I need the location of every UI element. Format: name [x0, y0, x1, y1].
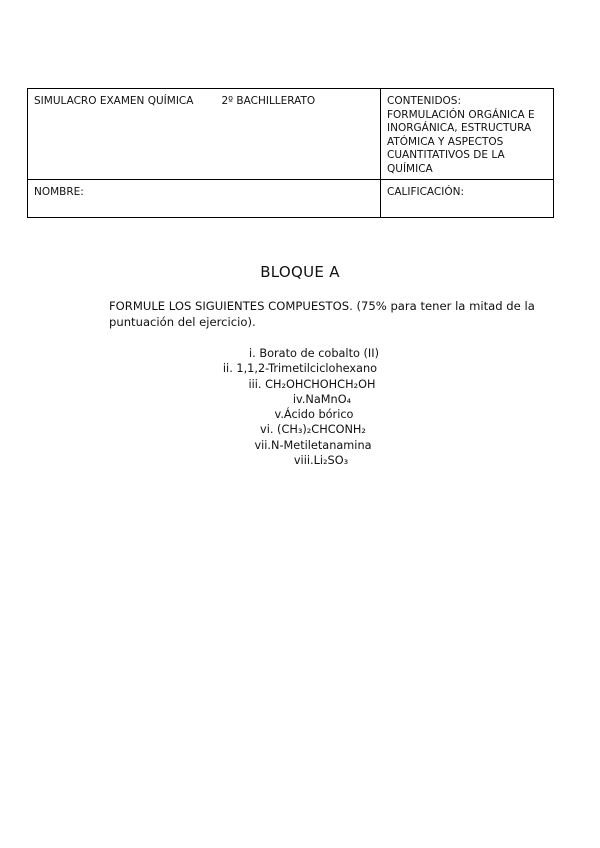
grade-cell — [381, 180, 554, 218]
exam-header-table — [27, 88, 554, 218]
compound-item: iii. CH₂OHCHOHCH₂OH — [248, 377, 376, 391]
header-row-title — [28, 89, 554, 180]
contents-cell — [381, 89, 554, 180]
compound-item: v.Ácido bórico — [274, 408, 354, 422]
grade-label: CALIFICACIÓN: — [387, 186, 465, 198]
compound-item: vii.N-Metiletanamina — [254, 438, 372, 452]
contents-label: CONTENIDOS: — [387, 95, 462, 107]
name-cell[interactable] — [28, 180, 381, 218]
compound-item: i. Borato de cobalto (II) — [249, 347, 379, 360]
instructions-text: FORMULE LOS SIGUIENTES COMPUESTOS. (75% para tener la mitad de la puntuación del ejercicio). — [109, 299, 535, 329]
course-label: 2º BACHILLERATO — [221, 95, 316, 107]
compound-list — [0, 346, 600, 468]
compound-item: iv.NaMnO₄ — [292, 392, 352, 406]
compound-item: ii. 1,1,2-Trimetilciclohexano — [222, 362, 378, 376]
block-title: BLOQUE A — [260, 263, 340, 281]
exam-title-cell — [28, 89, 381, 180]
contents-text: FORMULACIÓN ORGÁNICA E INORGÁNICA, ESTRUCTURA ATÓMICA Y ASPECTOS CUANTITATIVOS DE LA QUÍMICA — [387, 108, 535, 175]
compound-item: viii.Li₂SO₃ — [293, 454, 349, 468]
exam-title: SIMULACRO EXAMEN QUÍMICA — [34, 95, 194, 107]
compound-item: vi. (CH₃)₂CHCONH₂ — [260, 423, 366, 437]
name-label: NOMBRE: — [34, 186, 84, 198]
header-row-student — [28, 180, 554, 218]
